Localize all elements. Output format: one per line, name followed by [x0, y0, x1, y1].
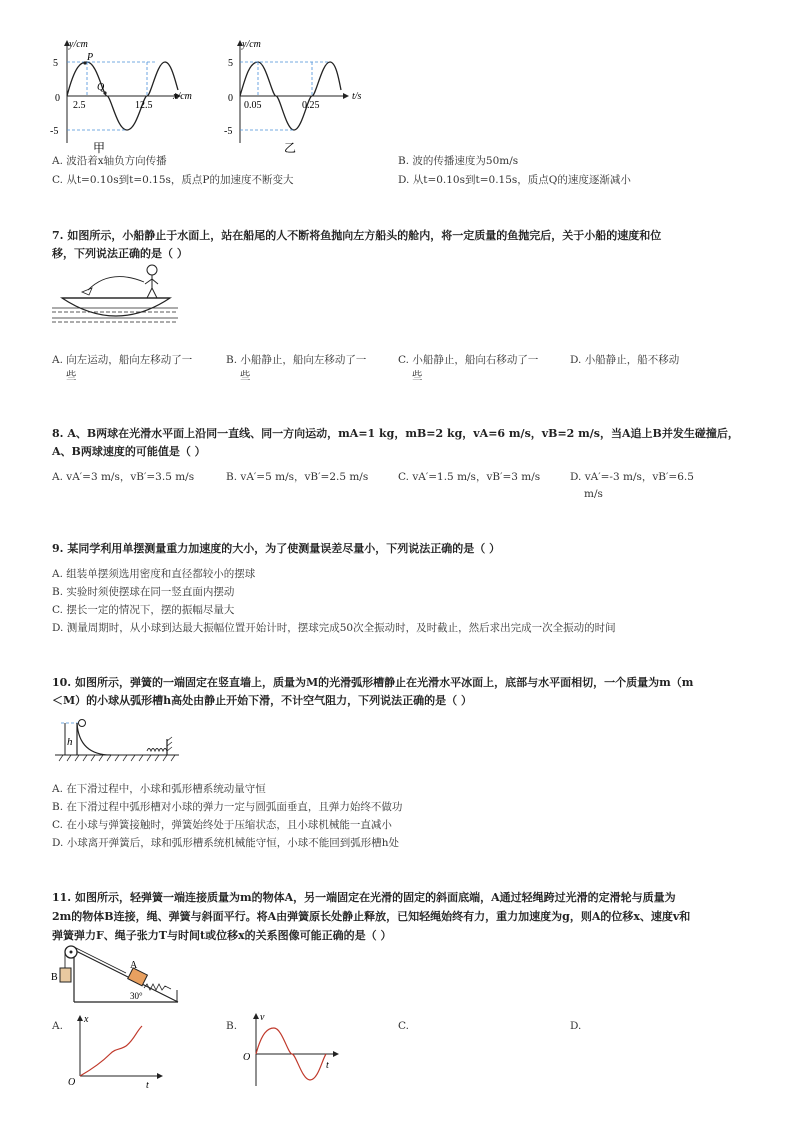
q8-stem-line2: A、B两球速度的可能值是（ ） [52, 445, 206, 458]
q8-option-d-cont: m/s [584, 488, 603, 500]
arc-slot [77, 723, 111, 755]
q8-option-c[interactable]: C. vA′=1.5 m/s，vB′=3 m/s [398, 471, 541, 483]
q7-stem-line1: 7. 如图所示，小船静止于水面上，站在船尾的人不断将鱼抛向左方船头的舱内，将一定质量的鱼抛完后，关于小船的速度和位 [52, 229, 662, 242]
q7-option-c-cont: 些 [412, 370, 423, 382]
q11-stem-line2: 2m的物体B连接，绳、弹簧与斜面平行。将A由弹簧原长处静止释放，已知轻绳始终有力，重力加速度为g，则A的位移x、速度v和 [52, 910, 691, 923]
y-min-label: -5 [224, 126, 233, 137]
incline-pulley-figure [50, 942, 190, 1006]
y-label: x [84, 1014, 89, 1025]
q10-stem-line2: ＜M）的小球从弧形槽h高处由静止开始下滑，不计空气阻力，下列说法正确的是（ ） [52, 694, 473, 707]
q10-option-a[interactable]: A. 在下滑过程中，小球和弧形槽系统动量守恒 [52, 783, 266, 795]
origin-label: O [243, 1052, 251, 1063]
y-min-label: -5 [50, 126, 59, 137]
graph-b-v-vs-t [238, 1010, 348, 1090]
angle-label: 30° [130, 991, 143, 1001]
x-tick-2: 12.5 [135, 100, 153, 111]
q7-option-d[interactable]: D. 小船静止，船不移动 [570, 354, 680, 366]
q7-option-b[interactable]: B. 小船静止，船向左移动了一 [226, 354, 367, 366]
block-b-label: B [51, 972, 58, 983]
boat-figure [50, 262, 180, 334]
q8-option-d[interactable]: D. vA′=-3 m/s，vB′=6.5 [570, 471, 694, 483]
y-label: v [260, 1012, 265, 1023]
caption-jia: 甲 [93, 141, 106, 155]
q11-stem-line3: 弹簧弹力F、绳子张力T与时间t或位移x的关系图像可能正确的是（ ） [52, 929, 392, 942]
q7-stem-line2: 移，下列说法正确的是（ ） [52, 247, 188, 260]
y-unit-label: y/cm [242, 39, 261, 50]
point-q-label: Q [97, 82, 105, 93]
q11-option-c[interactable]: C. [398, 1020, 409, 1032]
q7-option-b-cont: 些 [240, 370, 251, 382]
q9-stem: 9. 某同学利用单摆测量重力加速度的大小，为了使测量误差尽量小，下列说法正确的是（ ） [52, 542, 501, 555]
q8-stem-line1: 8. A、B两球在光滑水平面上沿同一直线、同一方向运动，mA=1 kg，mB=2 kg，vA=6 m/s，vB=2 m/s，当A追上B并发生碰撞后， [52, 427, 739, 440]
spring [147, 749, 167, 752]
x-unit-label: x/cm [173, 91, 192, 102]
q7-option-a-cont: 些 [66, 370, 77, 382]
q9-option-a[interactable]: A. 组装单摆须选用密度和直径都较小的摆球 [52, 568, 256, 580]
origin-label: 0 [228, 93, 233, 104]
caption-yi: 乙 [284, 141, 297, 155]
point-p-label: P [87, 52, 94, 63]
y-max-label: 5 [53, 58, 58, 69]
incline [74, 950, 178, 1002]
q6-option-d[interactable]: D. 从t=0.10s到t=0.15s，质点Q的速度逐渐减小 [398, 174, 631, 186]
x-label: t [326, 1060, 329, 1071]
q10-option-c[interactable]: C. 在小球与弹簧接触时，弹簧始终处于压缩状态，且小球机械能一直减小 [52, 819, 392, 831]
q11-option-d[interactable]: D. [570, 1020, 582, 1032]
small-ball [79, 720, 86, 727]
t-tick-1: 0.05 [244, 100, 262, 111]
q7-option-a[interactable]: A. 向左运动，船向左移动了一 [52, 354, 193, 366]
block-b [60, 968, 71, 982]
q9-option-d[interactable]: D. 测量周期时，从小球到达最大振幅位置开始计时，摆球完成50次全振动时，及时截止，然后求出完成一次全振动的时间 [52, 622, 616, 634]
arc-slot-figure [55, 715, 185, 767]
origin-label: O [68, 1077, 76, 1088]
q11-option-b[interactable]: B. [226, 1020, 238, 1032]
q6-option-c[interactable]: C. 从t=0.10s到t=0.15s，质点P的加速度不断变大 [52, 174, 294, 186]
height-label: h [67, 736, 73, 748]
q9-option-c[interactable]: C. 摆长一定的情况下，摆的振幅尽量大 [52, 604, 235, 616]
y-unit-label: y/cm [69, 39, 88, 50]
q8-option-a[interactable]: A. vA′=3 m/s，vB′=3.5 m/s [52, 471, 195, 483]
q6-option-a[interactable]: A. 波沿着x轴负方向传播 [52, 155, 167, 167]
q11-stem-line1: 11. 如图所示，轻弹簧一端连接质量为m的物体A，另一端固定在光滑的固定的斜面底端，A通过轻绳跨过光滑的定滑轮与质量为 [52, 891, 676, 904]
vibration-graph-yi [220, 35, 370, 155]
q10-option-d[interactable]: D. 小球离开弹簧后，球和弧形槽系统机械能守恒，小球不能回到弧形槽h处 [52, 837, 399, 849]
q6-option-b[interactable]: B. 波的传播速度为50m/s [398, 155, 519, 167]
q11-option-a[interactable]: A. [52, 1020, 63, 1032]
x-label: t [146, 1080, 149, 1090]
y-max-label: 5 [228, 58, 233, 69]
x-tick-1: 2.5 [73, 100, 86, 111]
wave-graph-jia [45, 35, 215, 155]
t-unit-label: t/s [352, 91, 362, 102]
q8-option-b[interactable]: B. vA′=5 m/s，vB′=2.5 m/s [226, 471, 369, 483]
curve [80, 1026, 142, 1076]
block-a-label: A [130, 960, 138, 971]
t-tick-2: 0.25 [302, 100, 320, 111]
origin-label: 0 [55, 93, 60, 104]
graph-a-x-vs-t [64, 1010, 174, 1090]
boat-hull [62, 298, 170, 316]
q9-option-b[interactable]: B. 实验时须使摆球在同一竖直面内摆动 [52, 586, 235, 598]
q10-option-b[interactable]: B. 在下滑过程中弧形槽对小球的弹力一定与圆弧面垂直，且弹力始终不做功 [52, 801, 403, 813]
q7-option-c[interactable]: C. 小船静止，船向右移动了一 [398, 354, 539, 366]
q10-stem-line1: 10. 如图所示，弹簧的一端固定在竖直墙上，质量为M的光滑弧形槽静止在光滑水平冰面上，底部与水平面相切，一个质量为m（m [52, 676, 694, 689]
